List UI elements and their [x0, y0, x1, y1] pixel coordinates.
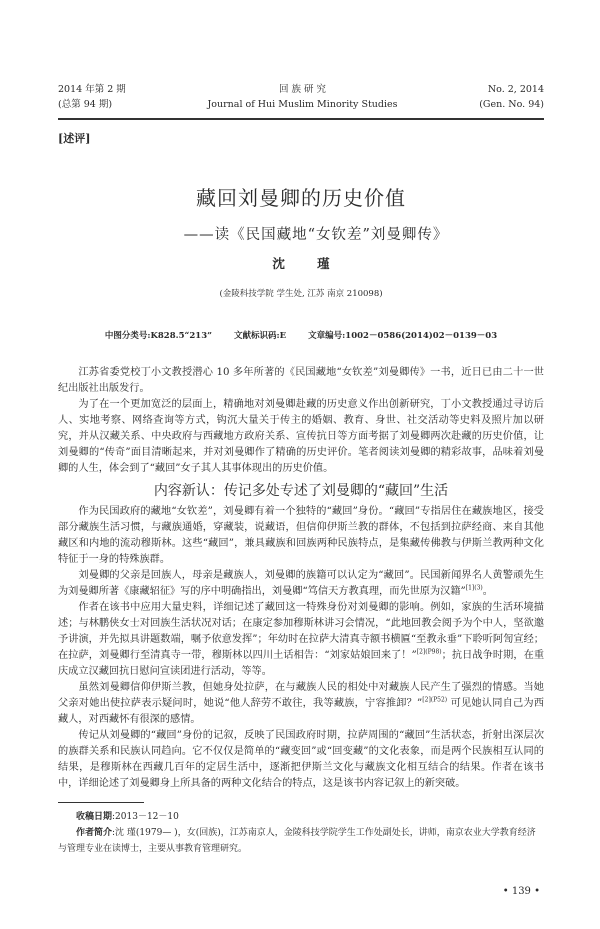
bio-label: 作者简介 — [76, 827, 113, 838]
document-code: 文献标识码:E — [234, 330, 287, 341]
paragraph-text: ；抗日战争时期，在重庆成立汉藏回抗日慰问宣读团进行活动，等等。 — [58, 649, 545, 677]
issue-number: 2014 年第 2 期 — [58, 84, 126, 95]
paragraph: 江苏省委党校丁小文教授潜心 10 多年所著的《民国藏地“女钦差”刘曼卿传》一书，近日已由二十一世纪出版社出版发行。 — [58, 366, 544, 394]
author-bio — [58, 825, 544, 857]
paragraph-text: 可见她认同自己为西藏人，对西藏怀有很深的感情。 — [58, 697, 544, 725]
total-issue-en: (Gen. No. 94) — [479, 99, 544, 110]
received-value: :2013－12－10 — [112, 811, 179, 822]
issue-info — [58, 82, 126, 112]
paragraph: 传记从刘曼卿的“藏回”身份的记叙，反映了民国政府时期，拉萨周围的“藏回”生活状态，折射出深层次的族群关系和民族认同趋向。它不仅仅是简单的“藏变回”或“回变藏”的文化表象，而是两个民族相互认同的结果，是穆斯林在西藏几百年的定居生活中，逐渐把伊斯兰文化与藏族文化相互结合的结果。作者在该书中，详细论述了刘曼卿身上所具备的两种文化结合的特点，这是该书内容记叙上的新突破。 — [58, 729, 544, 789]
paragraph-text: 虽然刘曼卿信仰伊斯兰教，但她身处拉萨，在与藏族人民的相处中对藏族人民产生了强烈的情感。当她父亲对她出使拉萨表示疑问时，她说“他人辞劳不敢往，我等藏族，宁容推卸？” — [58, 681, 544, 709]
footnote-rule — [58, 802, 144, 803]
received-label: 收稿日期 — [76, 811, 113, 822]
citation: [2](P98) — [416, 648, 442, 656]
paragraph-text: 作者在该书中应用大量史料，详细记述了藏回这一特殊身份对刘曼卿的影响。例如，家族的生活环境描述；与林鹏侠女士对回族生活状况对话；在康定参加穆斯林讲习会情况，“此地回教会阅予为个中人，坚欲邀予讲演，并先拟具讲题数端，嘱予依意发挥”；年幼时在拉萨大清真寺额书横匾“至教永垂”下聆听阿訇宣经；在拉萨，刘曼卿行至清真寺一带，穆斯林以四川土话相告：“刘家姑娘回来了！” — [58, 601, 544, 661]
total-issue: (总第 94 期) — [58, 99, 113, 110]
running-header — [58, 82, 544, 112]
citation: [2](P52) — [422, 696, 448, 704]
journal-name — [136, 82, 469, 112]
column-tag: [述评] — [58, 131, 91, 145]
clc-number: 中图分类号:K828.5“213” — [104, 330, 213, 341]
paragraph: 作为民国政府的藏地“女钦差”，刘曼卿有着一个独特的“藏回”身份。“藏回”专指居住在藏族地区，接受部分藏族生活习惯，与藏族通婚，穿藏装，说藏语，但信仰伊斯兰教的群体，不包括到拉萨经商、来自其他藏区和内地的流动穆斯林。这些“藏回”，兼具藏族和回族两种民族特点，是集藏传佛教与伊斯兰教两种文化特征于一身的特殊族群。 — [58, 505, 544, 565]
article-number: 文章编号:1002－0586(2014)02－0139－03 — [308, 330, 498, 341]
section-heading: 内容新认：传记多处专述了刘曼卿的“藏回”生活 — [153, 482, 449, 499]
paragraph — [58, 568, 544, 600]
paragraph — [58, 680, 544, 728]
journal-name-cn: 回 族 研 究 — [278, 84, 327, 95]
citation: [1](3) — [465, 584, 483, 592]
paragraph — [58, 600, 544, 680]
bio-value: :沈 瑾(1979— )，女(回族)，江苏南京人，金陵科技学院学生工作处副处长，讲师，南京农业大学教育经济与管理专业在读博士，主要从事教育管理研究。 — [58, 827, 536, 854]
classification-line — [58, 329, 544, 343]
author-name: 沈 瑾 — [272, 255, 344, 271]
page-number: • 139 • — [502, 885, 540, 897]
paragraph: 为了在一个更加宽泛的层面上，精确地对刘曼卿赴藏的历史意义作出创新研究，丁小文教授通过寻访后人、实地考察、网络查询等方式，钩沉大量关于传主的婚姻、教育、身世、社交活动等史料及照片加以研究，并从汉藏关系、中央政府与西藏地方政府关系、宣传抗日等方面考据了刘曼卿两次赴藏的历史价值，让刘曼卿的“传奇”面目清晰起来，并对刘曼卿作了精确的历史评价。笔者阅读刘曼卿的精彩故事，品味着刘曼卿的人生，体会到了“藏回”女子其人其事体现出的历史价值。 — [58, 398, 544, 474]
journal-name-en: Journal of Hui Muslim Minority Studies — [207, 99, 398, 110]
paragraph-text: 刘曼卿的父亲是回族人，母亲是藏族人，刘曼卿的族籍可以认定为“藏回”。民国新闻界名人黄警顽先生为刘曼卿所著《康藏轺征》写的序中明确指出，刘曼卿“笃信天方教真理，而先世原为汉籍” — [58, 569, 544, 597]
issue-number-en: No. 2, 2014 — [487, 84, 544, 95]
received-date — [58, 809, 544, 825]
footnotes — [58, 809, 544, 857]
article-body — [58, 365, 544, 792]
affiliation: (金陵科技学院 学生处, 江苏 南京 210098) — [219, 288, 383, 299]
paragraph-text: 。 — [482, 585, 493, 597]
issue-info-en — [479, 82, 544, 112]
header-rule — [58, 118, 544, 120]
article-title: 藏回刘曼卿的历史价值 — [196, 185, 406, 210]
article-subtitle: ——读《民国藏地“女钦差”刘曼卿传》 — [183, 226, 449, 243]
